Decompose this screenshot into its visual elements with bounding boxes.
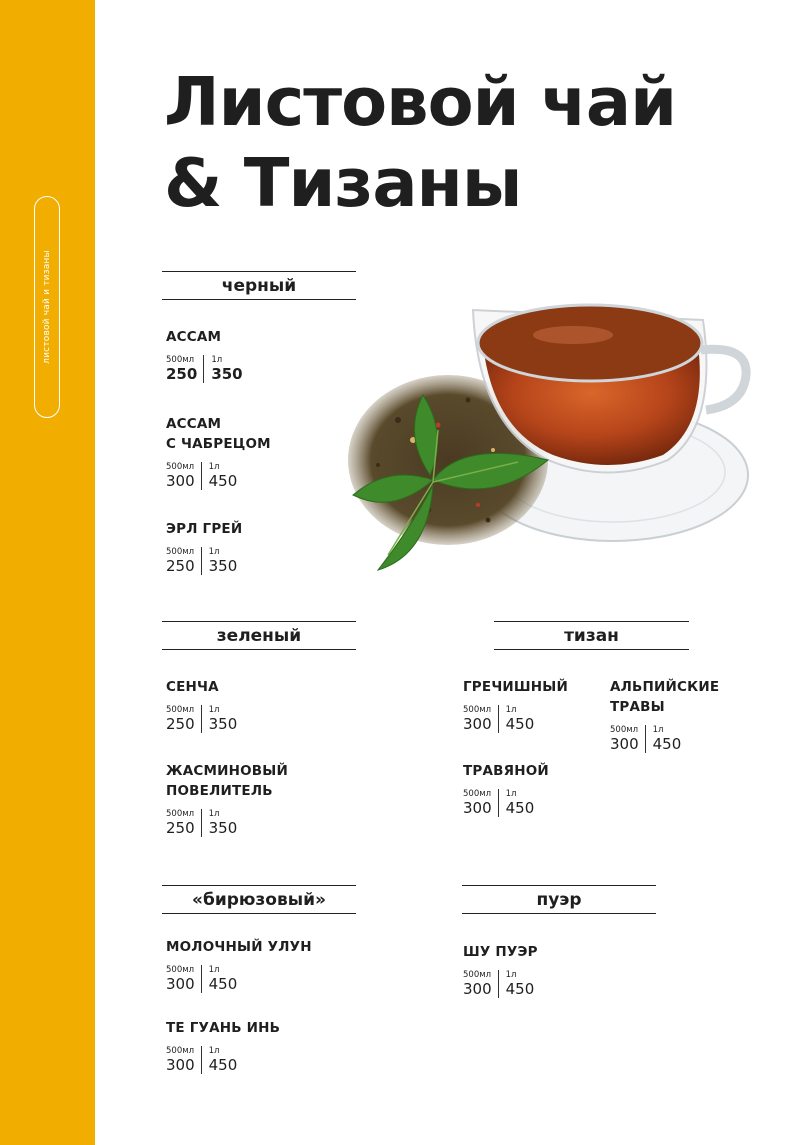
section-header-tisane: тизан — [494, 621, 689, 650]
price-value: 450 — [505, 715, 535, 733]
volume-label: 1л — [208, 1046, 220, 1056]
price-value: 300 — [463, 715, 492, 733]
section-header-black: черный — [162, 271, 356, 300]
volume-label: 1л — [208, 547, 220, 557]
volume-label: 500мл — [166, 965, 195, 975]
volume-label: 500мл — [463, 789, 492, 799]
item-prices — [166, 705, 243, 733]
menu-item-milk-oolong — [166, 937, 312, 993]
volume-label: 500мл — [463, 970, 492, 980]
menu-item-shu-puer — [463, 942, 540, 998]
tea-cup-photo — [318, 250, 758, 595]
price-value: 300 — [166, 975, 195, 993]
menu-item-buckwheat — [463, 677, 568, 733]
price-value: 300 — [610, 735, 639, 753]
item-prices — [166, 355, 249, 383]
section-header-puer: пуэр — [462, 885, 656, 914]
page-title — [164, 62, 676, 224]
item-prices — [166, 809, 288, 837]
volume-label: 1л — [505, 705, 517, 715]
price-value: 350 — [211, 365, 243, 383]
volume-label: 1л — [211, 355, 223, 365]
volume-label: 500мл — [166, 1046, 195, 1056]
item-prices — [463, 705, 568, 733]
price-value: 250 — [166, 819, 195, 837]
volume-label: 1л — [652, 725, 664, 735]
price-value: 250 — [166, 557, 195, 575]
price-value: 450 — [208, 472, 238, 490]
item-name: ЭРЛ ГРЕЙ — [166, 521, 243, 537]
menu-item-assam — [166, 327, 249, 383]
cup-handle — [701, 349, 746, 410]
menu-item-sencha — [166, 677, 243, 733]
item-name: СЕНЧА — [166, 679, 219, 695]
item-name: ТЕ ГУАНЬ ИНЬ — [166, 1020, 281, 1036]
page-title-line2: & Тизаны — [164, 144, 522, 222]
item-name: ГРЕЧИШНЫЙ — [463, 679, 568, 695]
volume-label: 500мл — [463, 705, 492, 715]
item-name: ТРАВЯНОЙ — [463, 763, 549, 779]
section-header-green: зеленый — [162, 621, 356, 650]
item-name: АССАМ С ЧАБРЕЦОМ — [166, 416, 271, 452]
page-title-line1: Листовой чай — [164, 63, 677, 141]
volume-label: 1л — [208, 809, 220, 819]
price-value: 350 — [208, 557, 238, 575]
volume-label: 500мл — [166, 462, 195, 472]
item-prices — [166, 462, 271, 490]
item-prices — [610, 725, 719, 753]
item-name: АЛЬПИЙСКИЕ ТРАВЫ — [610, 679, 720, 715]
price-value: 250 — [166, 365, 198, 383]
item-prices — [166, 1046, 280, 1074]
item-prices — [463, 970, 540, 998]
item-prices — [463, 789, 549, 817]
price-value: 450 — [208, 1056, 238, 1074]
price-value: 250 — [166, 715, 195, 733]
sidebar-accent-bar — [0, 0, 95, 1145]
volume-label: 500мл — [166, 355, 195, 365]
price-value: 450 — [505, 980, 535, 998]
volume-label: 1л — [505, 789, 517, 799]
price-value: 300 — [463, 799, 492, 817]
item-name: ШУ ПУЭР — [463, 944, 538, 960]
menu-item-assam-thyme — [166, 414, 271, 490]
price-value: 300 — [463, 980, 492, 998]
price-value: 450 — [505, 799, 535, 817]
price-value: 300 — [166, 472, 195, 490]
volume-label: 500мл — [166, 809, 195, 819]
menu-item-alpine-herbs — [610, 677, 719, 753]
price-value: 300 — [166, 1056, 195, 1074]
volume-label: 500мл — [166, 705, 195, 715]
volume-label: 1л — [208, 462, 220, 472]
item-name: АССАМ — [166, 329, 222, 345]
price-value: 350 — [208, 715, 238, 733]
volume-label: 1л — [208, 705, 220, 715]
menu-item-tieguanyin — [166, 1018, 280, 1074]
item-prices — [166, 547, 243, 575]
sidebar-label: листовой чай и тизаны — [42, 250, 52, 364]
item-name: МОЛОЧНЫЙ УЛУН — [166, 939, 312, 955]
price-value: 450 — [208, 975, 238, 993]
volume-label: 1л — [208, 965, 220, 975]
price-value: 450 — [652, 735, 682, 753]
menu-item-jasmine — [166, 761, 288, 837]
volume-label: 1л — [505, 970, 517, 980]
item-name: ЖАСМИНОВЫЙ ПОВЕЛИТЕЛЬ — [166, 763, 288, 799]
section-header-turquoise: «бирюзовый» — [162, 885, 356, 914]
volume-label: 500мл — [166, 547, 195, 557]
volume-label: 500мл — [610, 725, 639, 735]
menu-item-herbal — [463, 761, 549, 817]
price-value: 350 — [208, 819, 238, 837]
menu-item-earl-grey — [166, 519, 243, 575]
item-prices — [166, 965, 312, 993]
